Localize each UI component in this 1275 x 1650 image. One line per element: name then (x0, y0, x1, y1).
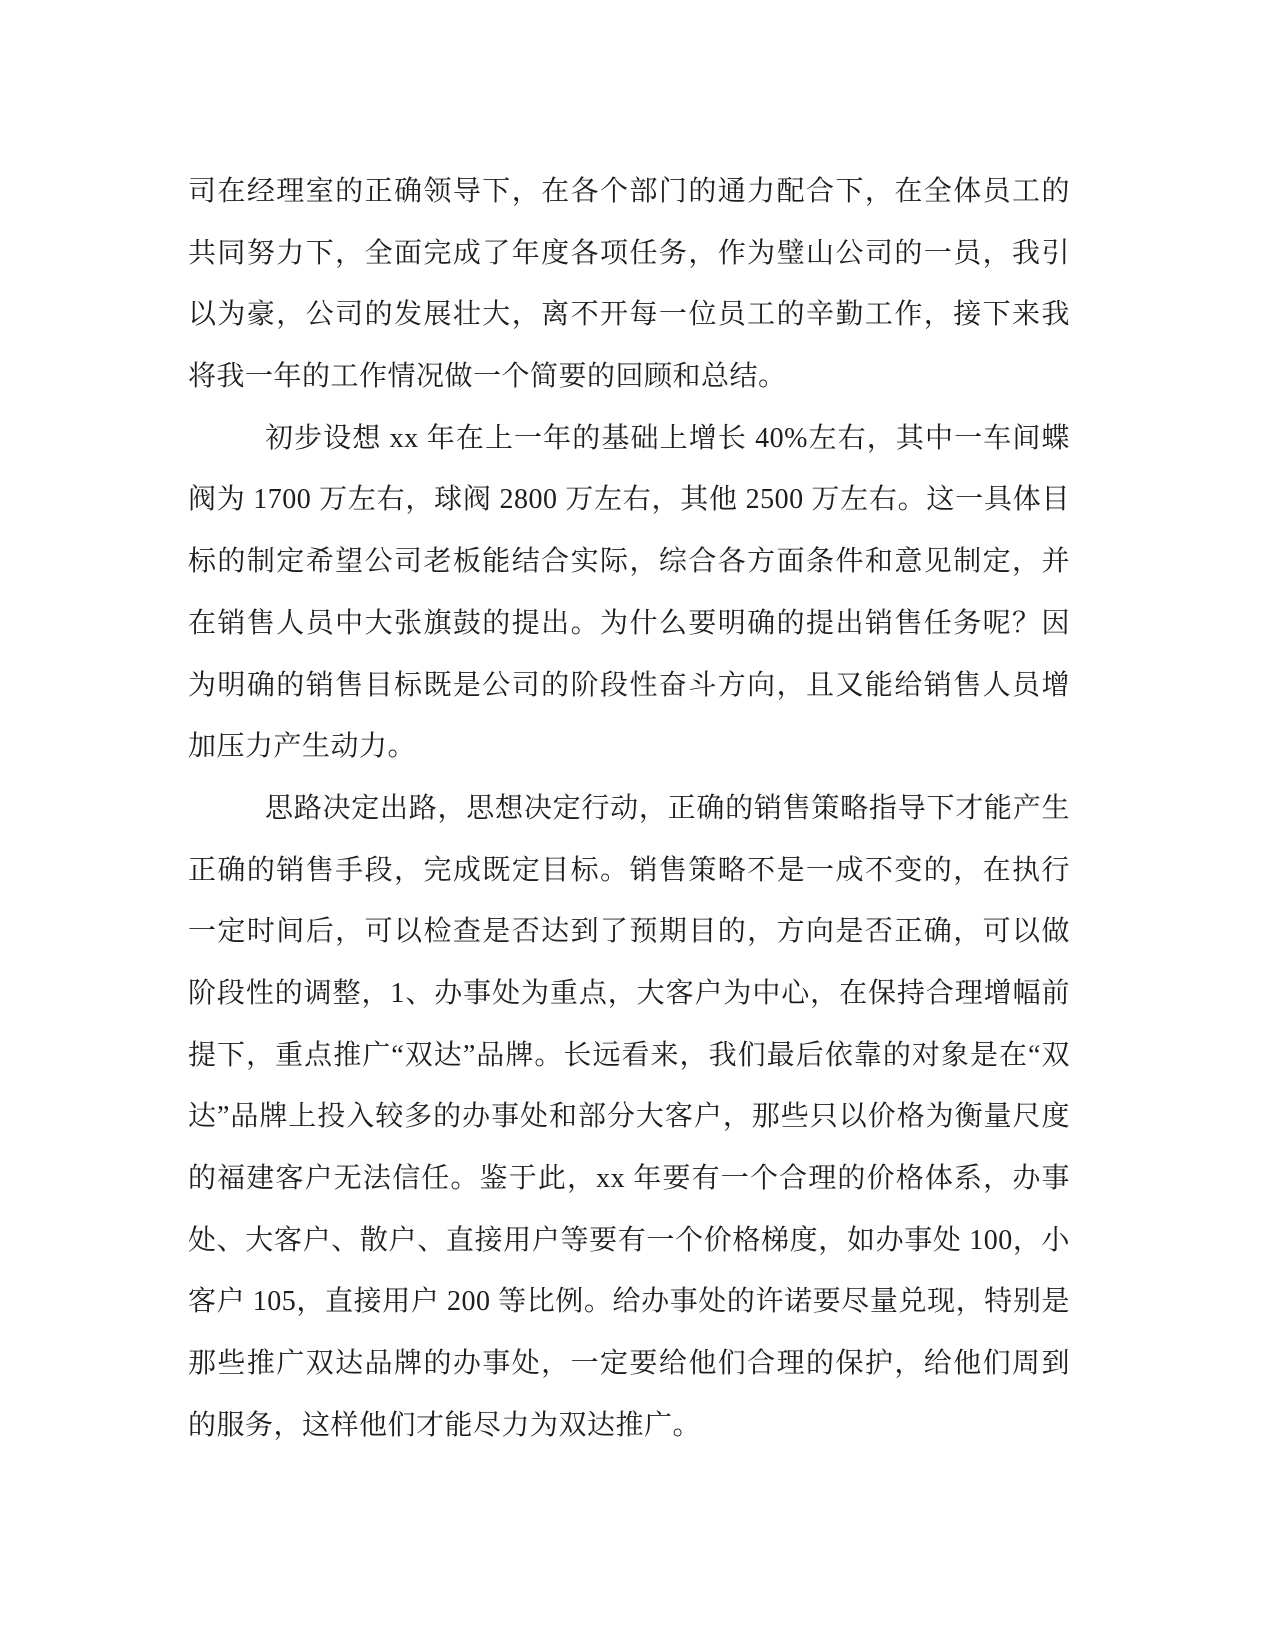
paragraph-1 (188, 161, 1070, 408)
text-line: 加压力产生动力。 (188, 731, 417, 763)
text-line: 客户 105，直接用户 200 等比例。给办事处的许诺要尽量兑现，特别是 (188, 1286, 1070, 1318)
text-line: 司在经理室的正确领导下，在各个部门的通力配合下，在全体员工的 (188, 176, 1070, 207)
document-text-block (188, 161, 1070, 1456)
text-line: 初步设想 xx 年在上一年的基础上增长 40%左右，其中一车间蝶 (265, 422, 1070, 454)
text-line: 将我一年的工作情况做一个简要的回顾和总结。 (188, 361, 787, 393)
text-line: 共同努力下，全面完成了年度各项任务，作为璧山公司的一员，我引 (188, 237, 1070, 269)
text-line: 处、大客户、散户、直接用户等要有一个价格梯度，如办事处 100，小 (188, 1224, 1070, 1256)
text-line: 的福建客户无法信任。鉴于此，xx 年要有一个合理的价格体系，办事 (188, 1163, 1070, 1194)
text-line: 提下，重点推广“双达”品牌。长远看来，我们最后依靠的对象是在“双 (188, 1039, 1070, 1071)
text-line: 阀为 1700 万左右，球阀 2800 万左右，其他 2500 万左右。这一具体目 (188, 484, 1070, 516)
text-line: 一定时间后，可以检查是否达到了预期目的，方向是否正确，可以做 (188, 916, 1070, 948)
text-line: 以为豪，公司的发展壮大，离不开每一位员工的辛勤工作，接下来我 (188, 299, 1070, 331)
text-line: 在销售人员中大张旗鼓的提出。为什么要明确的提出销售任务呢？因 (188, 607, 1070, 639)
text-line: 正确的销售手段，完成既定目标。销售策略不是一成不变的，在执行 (188, 854, 1070, 886)
text-line: 标的制定希望公司老板能结合实际，综合各方面条件和意见制定，并 (188, 546, 1070, 578)
paragraph-3 (188, 778, 1070, 1457)
paragraph-2 (188, 408, 1070, 778)
text-line: 思路决定出路，思想决定行动，正确的销售策略指导下才能产生 (265, 792, 1070, 824)
text-line: 为明确的销售目标既是公司的阶段性奋斗方向，且又能给销售人员增 (188, 669, 1070, 701)
text-line: 那些推广双达品牌的办事处，一定要给他们合理的保护，给他们周到 (188, 1348, 1070, 1380)
text-line: 的服务，这样他们才能尽力为双达推广。 (188, 1409, 702, 1441)
text-line: 达”品牌上投入较多的办事处和部分大客户，那些只以价格为衡量尺度 (188, 1101, 1070, 1133)
text-line: 阶段性的调整，1、办事处为重点，大客户为中心，在保持合理增幅前 (188, 977, 1070, 1009)
